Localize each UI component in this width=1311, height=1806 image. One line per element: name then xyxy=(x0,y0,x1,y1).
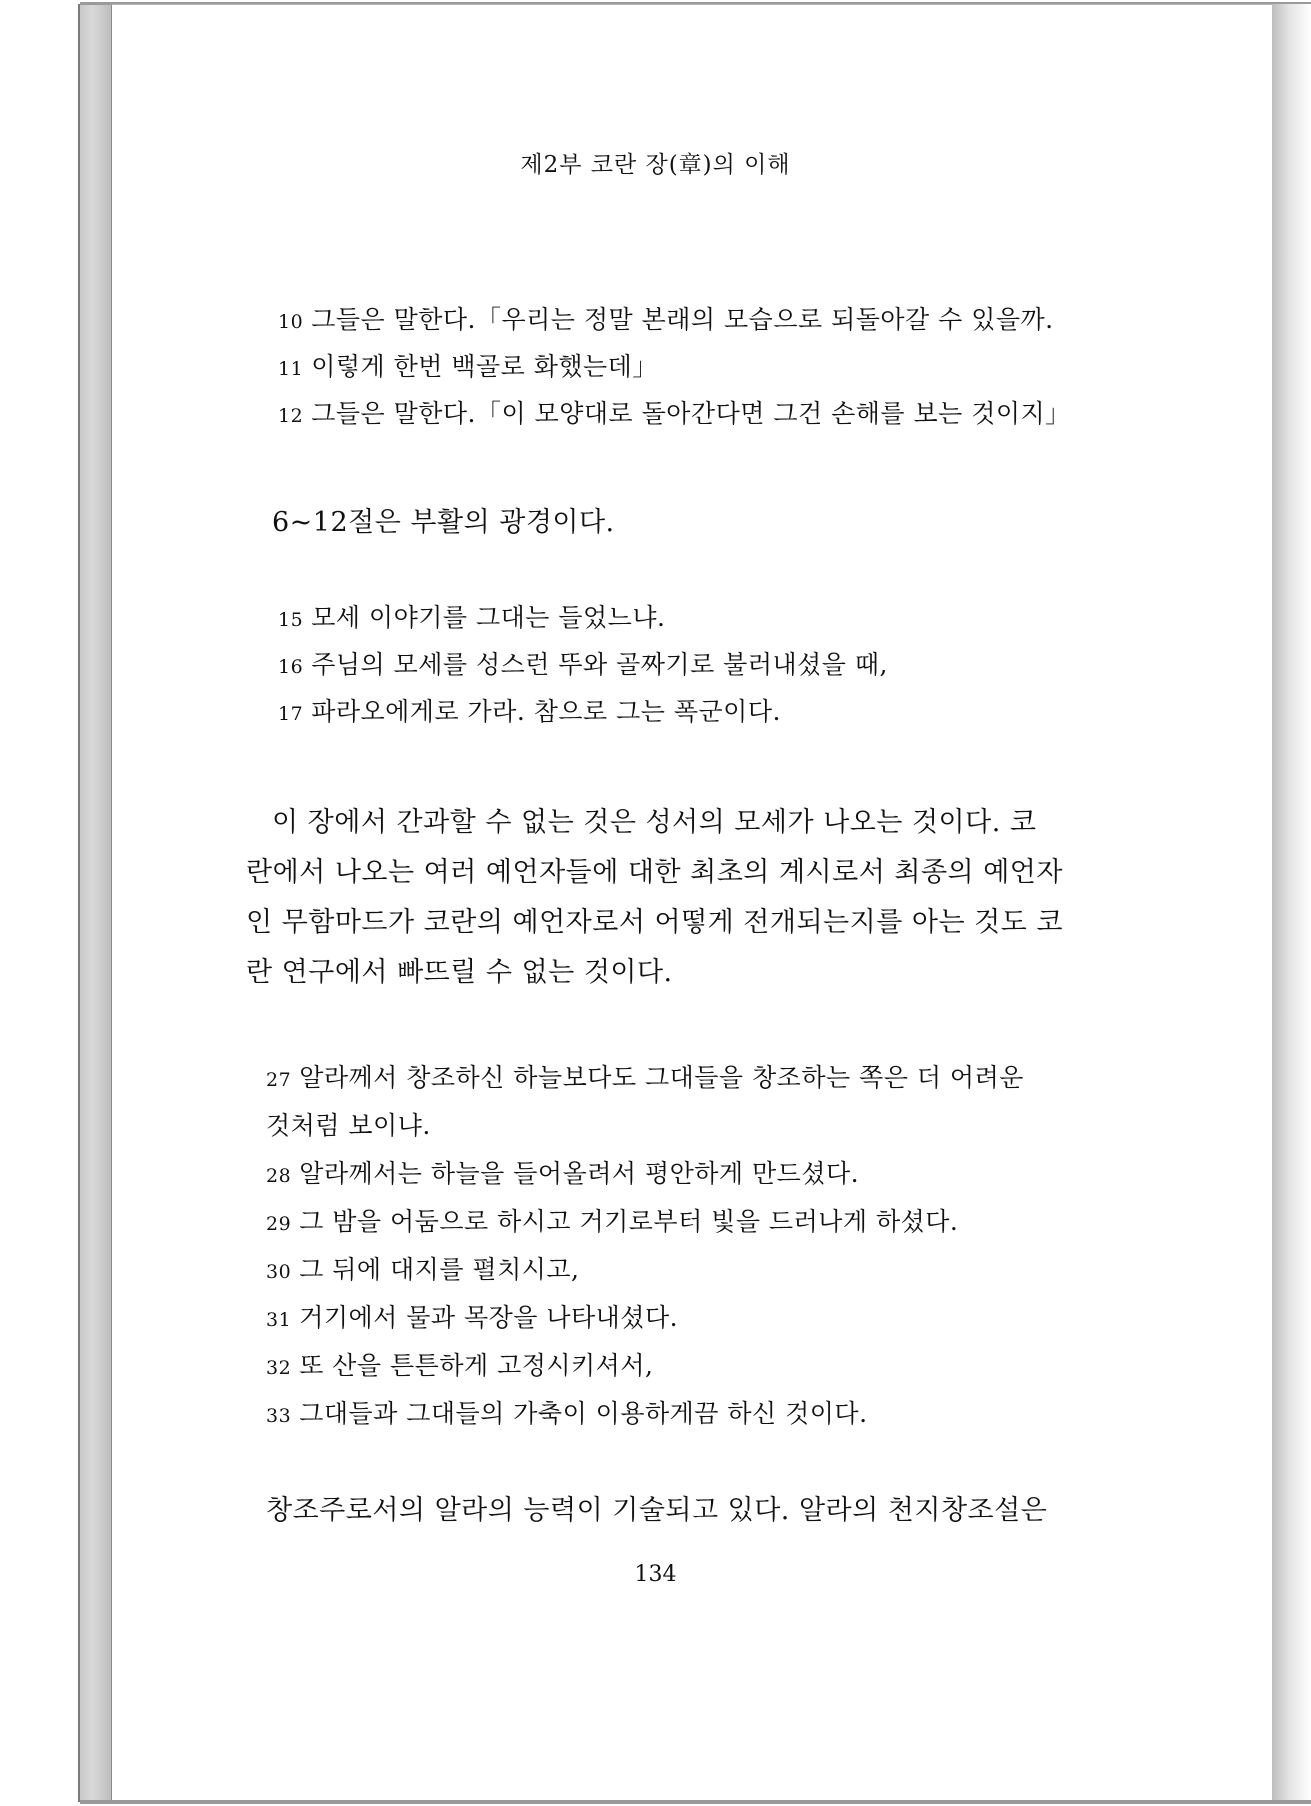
verse-line xyxy=(266,1250,579,1286)
verse-number: 16 xyxy=(278,656,304,678)
verse-line xyxy=(266,1394,868,1430)
commentary-line: 란에서 나오는 여러 예언자들에 대한 최초의 계시로서 최종의 예언자 xyxy=(246,857,1063,888)
verse-text: 파라오에게로 가라. 참으로 그는 폭군이다. xyxy=(311,697,781,726)
verse-number: 11 xyxy=(278,358,304,380)
verse-number: 33 xyxy=(266,1405,292,1427)
page-shadow xyxy=(1272,4,1311,1802)
verse-text: 알라께서는 하늘을 들어올려서 평안하게 만드셨다. xyxy=(299,1159,860,1188)
verse-line xyxy=(266,1154,859,1190)
verse-line xyxy=(278,598,665,634)
book-spine xyxy=(78,4,112,1802)
verse-number: 10 xyxy=(278,311,304,333)
verse-line xyxy=(278,645,888,681)
verse-number: 31 xyxy=(266,1309,292,1331)
verse-text: 그들은 말한다.「우리는 정말 본래의 모습으로 되돌아갈 수 있을까. xyxy=(311,305,1054,334)
verse-line xyxy=(278,394,1071,430)
verse-text: 그들은 말한다.「이 모양대로 돌아간다면 그건 손해를 보는 것이지」 xyxy=(311,399,1071,428)
verse-text: 그 뒤에 대지를 펼치시고, xyxy=(299,1255,580,1284)
verse-number: 15 xyxy=(278,609,304,631)
verse-text: 것처럼 보이냐. xyxy=(266,1111,431,1140)
verse-line-continued xyxy=(266,1106,431,1142)
verse-text: 모세 이야기를 그대는 들었느냐. xyxy=(311,603,666,632)
verse-line xyxy=(278,692,781,728)
running-head: 제2부 코란 장(章)의 이해 xyxy=(520,152,791,178)
verse-number: 17 xyxy=(278,703,304,725)
verse-text: 또 산을 튼튼하게 고정시키셔서, xyxy=(299,1351,654,1380)
verse-text: 거기에서 물과 목장을 나타내셨다. xyxy=(299,1303,679,1332)
verse-text: 그대들과 그대들의 가축이 이용하게끔 하신 것이다. xyxy=(299,1399,868,1428)
verse-line xyxy=(278,300,1054,336)
verse-line xyxy=(278,347,658,383)
commentary-line: 이 장에서 간과할 수 없는 것은 성서의 모세가 나오는 것이다. 코 xyxy=(272,807,1037,838)
verse-number: 30 xyxy=(266,1261,292,1283)
verse-text: 알라께서 창조하신 하늘보다도 그대들을 창조하는 쪽은 더 어려운 xyxy=(299,1063,1024,1092)
verse-line xyxy=(266,1058,1024,1094)
commentary-paragraph: 6~12절은 부활의 광경이다. xyxy=(272,507,615,538)
verse-text: 그 밤을 어둠으로 하시고 거기로부터 빛을 드러나게 하셨다. xyxy=(299,1207,959,1236)
page-number: 134 xyxy=(634,1562,677,1587)
book-bottom-edge xyxy=(80,1800,1311,1804)
verse-line xyxy=(266,1202,958,1238)
verse-number: 28 xyxy=(266,1165,292,1187)
commentary-line: 인 무함마드가 코란의 예언자로서 어떻게 전개되는지를 아는 것도 코 xyxy=(246,907,1063,938)
verse-number: 29 xyxy=(266,1213,292,1235)
verse-number: 32 xyxy=(266,1357,292,1379)
verse-text: 이렇게 한번 백골로 화했는데」 xyxy=(311,352,658,381)
verse-text: 주님의 모세를 성스런 뚜와 골짜기로 불러내셨을 때, xyxy=(311,650,888,679)
verse-line xyxy=(266,1346,653,1382)
verse-number: 27 xyxy=(266,1069,292,1091)
verse-number: 12 xyxy=(278,405,304,427)
commentary-line: 란 연구에서 빠뜨릴 수 없는 것이다. xyxy=(246,957,673,988)
verse-line xyxy=(266,1298,678,1334)
commentary-paragraph: 창조주로서의 알라의 능력이 기술되고 있다. 알라의 천지창조설은 xyxy=(266,1495,1048,1526)
